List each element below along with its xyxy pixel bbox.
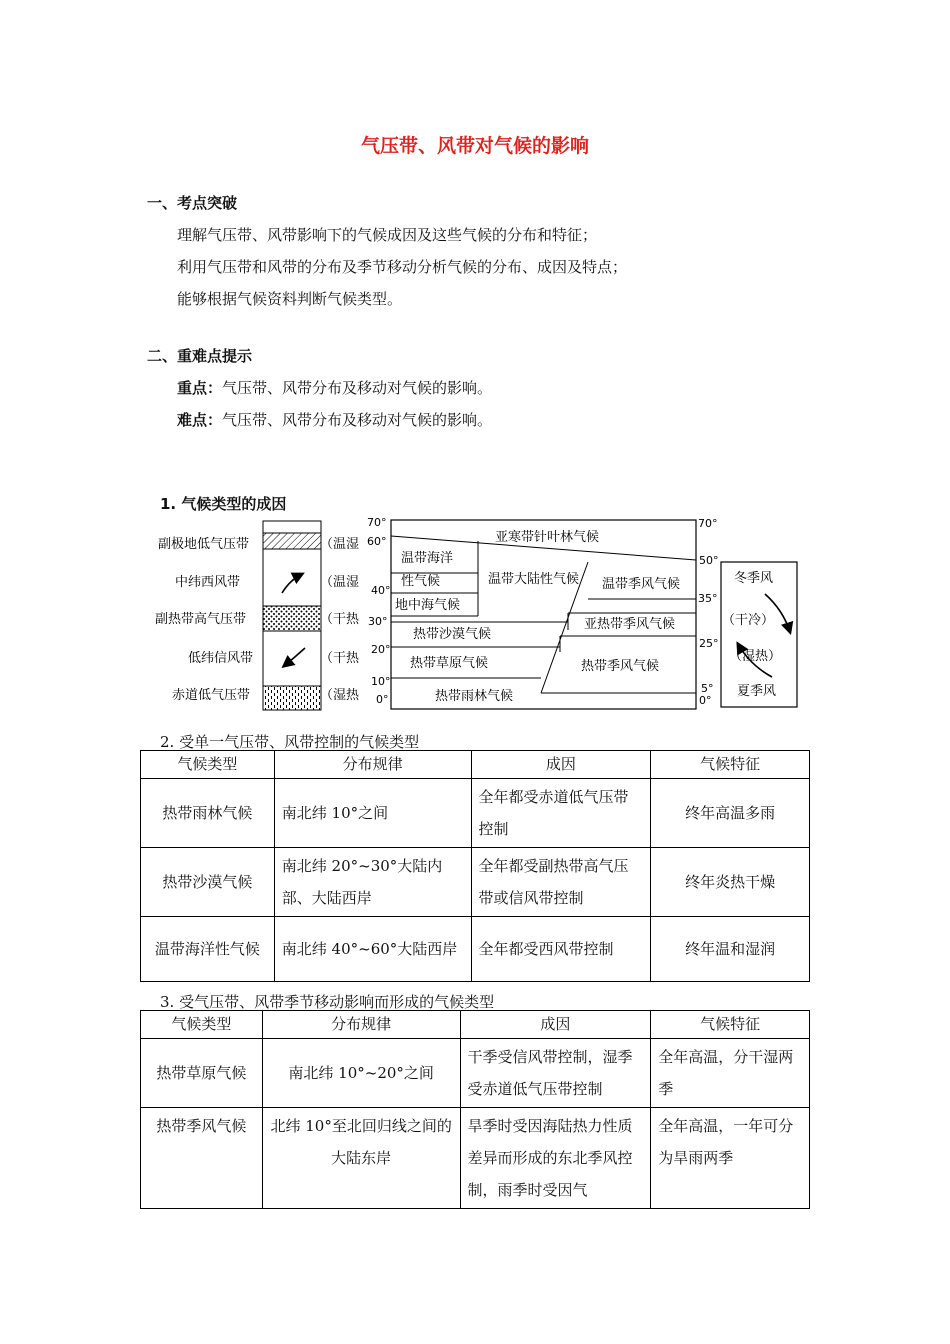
equatorial-low-band xyxy=(263,686,321,710)
difficult-point xyxy=(177,409,492,430)
table-header-row xyxy=(141,751,810,779)
cell-distribution: 南北纬 40°~60°大陆西岸 xyxy=(274,917,471,982)
table-row xyxy=(141,1108,810,1209)
table-row xyxy=(141,779,810,848)
header-distribution: 分布规律 xyxy=(274,751,471,779)
region-tropical-monsoon: 热带季风气候 xyxy=(581,659,660,674)
trait-equatorial: （湿热 xyxy=(320,688,360,703)
cell-climate-type: 热带草原气候 xyxy=(141,1039,263,1108)
header-features: 气候特征 xyxy=(651,751,810,779)
cell-distribution: 南北纬 10°之间 xyxy=(274,779,471,848)
cell-cause: 旱季时受因海陆热力性质差异而形成的东北季风控制，雨季时受因气 xyxy=(460,1108,651,1209)
region-mediterranean: 地中海气候 xyxy=(395,598,461,613)
westerly-arrow xyxy=(282,574,302,593)
region-tropical-rainforest: 热带雨林气候 xyxy=(435,689,514,704)
lat-right-5: 5° xyxy=(701,682,714,695)
region-tropical-savanna: 热带草原气候 xyxy=(410,656,489,671)
lat-right-0: 0° xyxy=(699,694,712,707)
region-temperate-monsoon: 温带季风气候 xyxy=(602,577,681,592)
lat-left-20: 20° xyxy=(371,643,391,656)
lat-left-30: 30° xyxy=(368,615,388,628)
lat-left-40: 40° xyxy=(371,584,391,597)
trait-subpolar: （温湿 xyxy=(320,537,360,552)
key-text: 气压带、风带分布及移动对气候的影响。 xyxy=(222,379,493,397)
table-row xyxy=(141,917,810,982)
page-title: 气压带、风带对气候的影响 xyxy=(360,135,589,157)
table-header-row xyxy=(141,1011,810,1039)
cell-cause: 干季受信风带控制，湿季受赤道低气压带控制 xyxy=(460,1039,651,1108)
section1-line-1: 理解气压带、风带影响下的气候成因及这些气候的分布和特征； xyxy=(177,226,598,244)
region-subtropical-monsoon: 亚热带季风气候 xyxy=(584,617,676,632)
lat-right-70: 70° xyxy=(698,517,718,530)
table-single-belt-climates xyxy=(140,750,810,982)
region-temperate-marine-1: 温带海洋 xyxy=(401,551,454,566)
cell-distribution: 南北纬 20°~30°大陆内部、大陆西岸 xyxy=(274,848,471,917)
belt-label-subtropical-high: 副热带高气压带 xyxy=(155,612,247,627)
region-temperate-marine-2: 性气候 xyxy=(401,574,441,589)
lat-left-10: 10° xyxy=(371,675,391,688)
region-tropical-desert: 热带沙漠气候 xyxy=(413,627,492,642)
section1-heading: 一、考点突破 xyxy=(147,194,238,212)
lat-right-25: 25° xyxy=(699,637,719,650)
cell-features: 全年高温，分干湿两季 xyxy=(651,1039,810,1108)
section1-line-3: 能够根据气候资料判断气候类型。 xyxy=(177,290,403,308)
region-subarctic: 亚寒带针叶林气候 xyxy=(495,530,600,545)
trait-subtropical-high: （干热 xyxy=(320,612,360,627)
header-features: 气候特征 xyxy=(651,1011,810,1039)
difficult-text: 气压带、风带分布及移动对气候的影响。 xyxy=(222,411,493,429)
cell-features: 终年温和湿润 xyxy=(651,917,810,982)
table2-caption: 3. 受气压带、风带季节移动影响而形成的气候类型 xyxy=(160,993,495,1011)
cell-distribution: 南北纬 10°~20°之间 xyxy=(262,1039,460,1108)
table-seasonal-belt-climates xyxy=(140,1010,810,1209)
cell-climate-type: 热带季风气候 xyxy=(141,1108,263,1209)
lat-left-70: 70° xyxy=(367,516,387,529)
belt-label-equatorial-low: 赤道低气压带 xyxy=(172,688,251,703)
lat-right-50: 50° xyxy=(699,554,719,567)
section1-line-2: 利用气压带和风带的分布及季节移动分析气候的分布、成因及特点； xyxy=(177,258,628,276)
cell-features: 终年炎热干燥 xyxy=(651,848,810,917)
cell-distribution: 北纬 10°至北回归线之间的大陆东岸 xyxy=(262,1108,460,1209)
difficult-label: 难点： xyxy=(177,411,223,429)
cell-features: 全年高温，一年可分为旱雨两季 xyxy=(651,1108,810,1209)
belt-label-westerlies: 中纬西风带 xyxy=(175,575,241,590)
table-row xyxy=(141,1039,810,1108)
section2-heading: 二、重难点提示 xyxy=(147,347,253,365)
lat-left-60: 60° xyxy=(367,535,387,548)
monsoon-summer: 夏季风 xyxy=(737,684,777,699)
lat-left-0: 0° xyxy=(376,693,389,706)
cell-climate-type: 热带雨林气候 xyxy=(141,779,275,848)
subpolar-low-band xyxy=(263,533,321,549)
trait-trade-winds: （干热 xyxy=(320,651,360,666)
header-climate-type: 气候类型 xyxy=(141,1011,263,1039)
monsoon-winter: 冬季风 xyxy=(734,571,774,586)
key-label: 重点： xyxy=(177,379,223,397)
trade-wind-arrow xyxy=(284,648,305,666)
cell-cause: 全年都受副热带高气压带或信风带控制 xyxy=(471,848,651,917)
subtropical-high-band xyxy=(263,606,321,631)
belt-label-trade-winds: 低纬信风带 xyxy=(188,651,254,666)
cell-climate-type: 热带沙漠气候 xyxy=(141,848,275,917)
monsoon-dry-cold: （干冷） xyxy=(722,613,775,628)
header-distribution: 分布规律 xyxy=(262,1011,460,1039)
cell-features: 终年高温多雨 xyxy=(651,779,810,848)
header-cause: 成因 xyxy=(471,751,651,779)
cell-cause: 全年都受西风带控制 xyxy=(471,917,651,982)
lat-right-35: 35° xyxy=(698,592,718,605)
region-temperate-continental: 温带大陆性气候 xyxy=(488,572,580,587)
header-cause: 成因 xyxy=(460,1011,651,1039)
table-row xyxy=(141,848,810,917)
cell-cause: 全年都受赤道低气压带控制 xyxy=(471,779,651,848)
figure-caption: 1. 气候类型的成因 xyxy=(160,495,287,513)
climate-formation-diagram xyxy=(150,513,810,713)
cell-climate-type: 温带海洋性气候 xyxy=(141,917,275,982)
header-climate-type: 气候类型 xyxy=(141,751,275,779)
trait-westerlies: （温湿 xyxy=(320,575,360,590)
table1-caption: 2. 受单一气压带、风带控制的气候类型 xyxy=(160,733,420,751)
belt-label-subpolar-low: 副极地低气压带 xyxy=(158,537,250,552)
key-point xyxy=(177,377,492,398)
monsoon-wet-hot: （湿热） xyxy=(729,649,782,664)
